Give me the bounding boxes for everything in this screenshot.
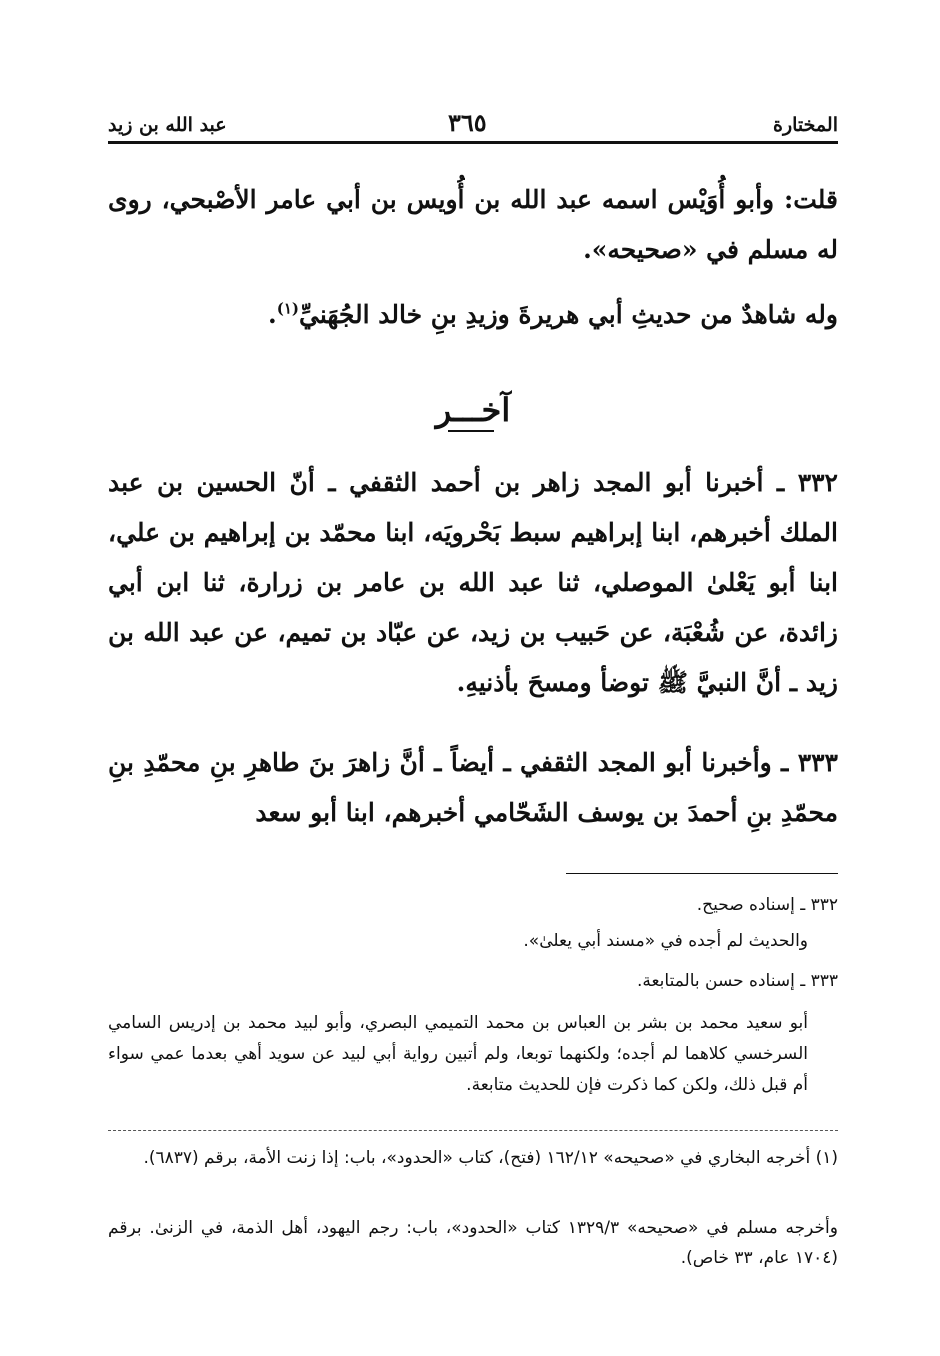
footnote-1-bukhari: (١) أخرجه البخاري في «صحيحه» ١٦٢/١٢ (فتح)، كتاب «الحدود»، باب: إذا زنت الأمة، برقم (٦٨٣٧). — [143, 1148, 838, 1168]
intro-paragraph: قلت: وأبو أُوَيْس اسمه عبد الله بن أُويس بن أبي عامر الأصْبحي، روى له مسلم في «صحيحه». — [108, 185, 838, 264]
running-header — [108, 100, 838, 140]
note-333-detail: أبو سعيد محمد بن بشر بن العباس بن محمد التميمي البصري، وأبو لبيد محمد بن إدريس السامي السرخسي كلاهما لم أجده؛ ولكنهما توبعا، ولم أتبين رواية أبي لبيد عن سويد أهي بعدما عمي سواء أم قبل ذلك، ولكن كما ذكرت فإن للحديث متابعة. — [108, 1013, 808, 1095]
hadith-332: ٣٣٢ ـ أخبرنا أبو المجد زاهر بن أحمد الثقفي ـ أنّ الحسين بن عبد الملك أخبرهم، ابنا إبراهيم سبط بَحْرويَه، ابنا محمّد بن إبراهيم بن علي، ابنا أبو يَعْلىٰ الموصلي، ثنا عبد الله بن عامر بن زرارة، ثنا ابن أبي زائدة، عن شُعْبَة، عن حَبيب بن زيد، عن عبّاد بن تميم، عن عبد الله بن زيد ـ أنَّ النبيَّ ﷺ توضأ ومسحَ بأذنيهِ. — [108, 468, 838, 697]
chapter-title: عبد الله بن زيد — [108, 114, 227, 136]
section-heading: آخـــر — [435, 391, 511, 429]
footnote-ref: (١) — [276, 299, 299, 318]
footnote-1-muslim: وأخرجه مسلم في «صحيحه» ١٣٢٩/٣ كتاب «الحدود»، باب: رجم اليهود، أهل الذمة، في الزنىٰ. برقم (١٧٠٤ عام، ٣٣ خاص). — [108, 1218, 838, 1268]
witness-end: . — [267, 300, 277, 329]
witness-text: وله شاهدٌ من حديثِ أبي هريرةَ وزيدِ بنِ خالد الجُهَنيِّ — [298, 300, 838, 329]
note-332-detail: والحديث لم أجده في «مسند أبي يعلىٰ». — [523, 931, 808, 951]
note-332-grade: ٣٣٢ ـ إسناده صحيح. — [696, 895, 838, 915]
note-333-grade: ٣٣٣ ـ إسناده حسن بالمتابعة. — [636, 971, 838, 991]
book-title: المختارة — [773, 114, 838, 136]
witness-paragraph — [108, 290, 838, 340]
hadith-333: ٣٣٣ ـ وأخبرنا أبو المجد الثقفي ـ أيضاً ـ أنَّ زاهرَ بنَ طاهرِ بنِ محمّدِ بنِ محمّدِ بنِ أحمدَ بن يوسف الشَحّامي أخبرهم، ابنا أبو سعد — [108, 748, 838, 827]
heading-underline — [448, 430, 494, 432]
notes-divider — [566, 873, 838, 874]
header-rule — [108, 141, 838, 144]
footnotes-divider — [108, 1130, 838, 1132]
page-number: ٣٦٥ — [448, 108, 487, 137]
